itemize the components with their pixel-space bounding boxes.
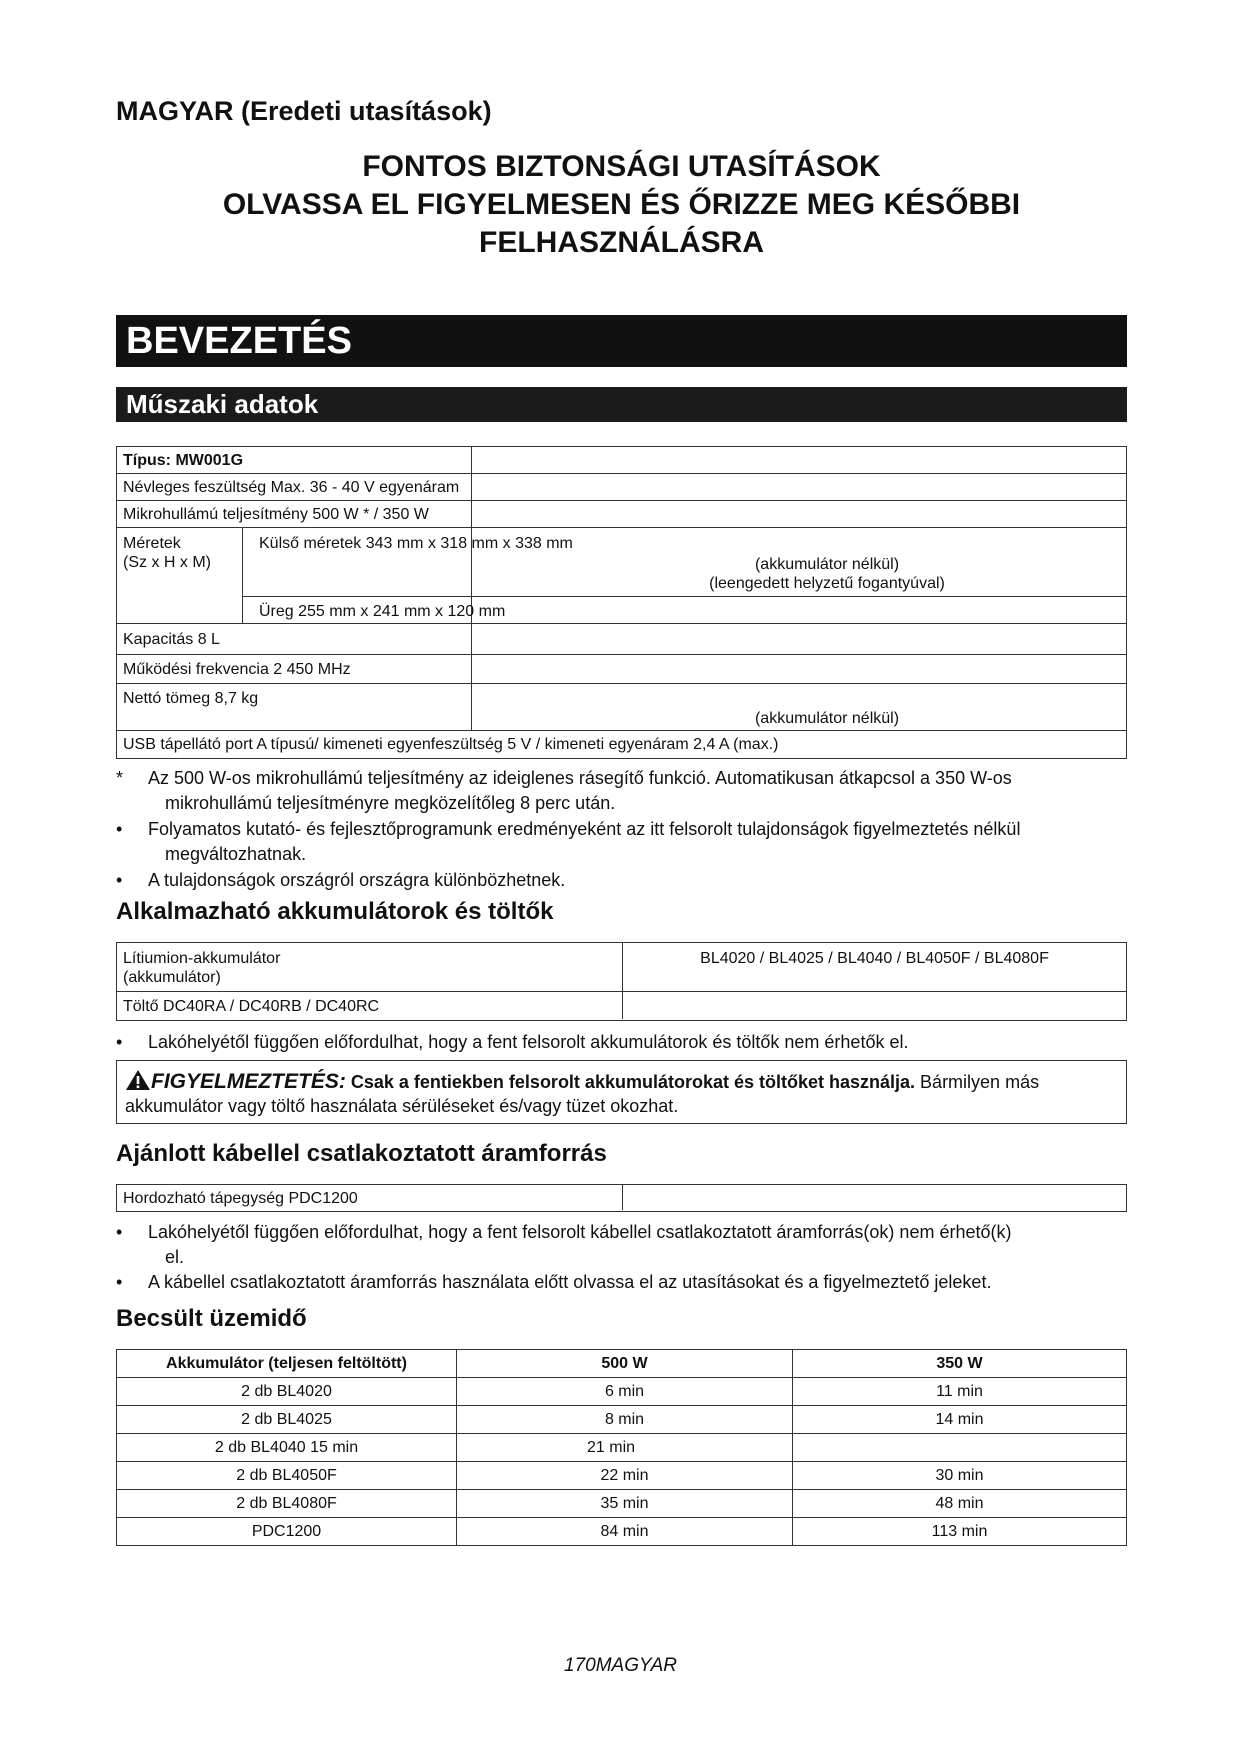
star-note-line-1: Az 500 W-os mikrohullámú teljesítmény az ideiglenes rásegítő funkció. Automatikusan átkapcsol a 350 W-os — [148, 768, 1012, 788]
runtime-cell: 11 min — [936, 1383, 983, 1400]
spec-power: Mikrohullámú teljesítmény 500 W * / 350 W — [123, 506, 429, 523]
power-source-item: Hordozható tápegység PDC1200 — [123, 1190, 358, 1207]
power-source-table — [116, 1184, 1127, 1212]
spec-weight: Nettó tömeg 8,7 kg — [123, 690, 259, 707]
spec-note-2: A tulajdonságok országról országra különbözhetnek. — [148, 870, 566, 890]
power-note-1-line-1: Lakóhelyétől függően előfordulhat, hogy a fent felsorolt kábellel csatlakoztatott áramforrás(ok) nem érhető(k) — [148, 1222, 1012, 1242]
runtime-table — [116, 1349, 1127, 1546]
runtime-header-500w: 500 W — [601, 1355, 648, 1372]
runtime-cell: 2 db BL4020 — [241, 1383, 332, 1400]
runtime-cell: 113 min — [931, 1523, 988, 1540]
spec-voltage: Névleges feszültség Max. 36 - 40 V egyenáram — [123, 479, 460, 496]
star-note-line-2: mikrohullámú teljesítményre megközelítőleg 8 perc után. — [165, 793, 616, 813]
runtime-cell: 8 min — [604, 1411, 645, 1428]
battery-label-1: Lítiumion-akkumulátor — [123, 950, 281, 967]
runtime-cell: 14 min — [935, 1411, 984, 1428]
warning-label: FIGYELMEZTETÉS: — [151, 1070, 346, 1093]
page-footer: 170MAGYAR — [564, 1655, 677, 1676]
batteries-note: Lakóhelyétől függően előfordulhat, hogy a fent felsorolt akkumulátorok és töltők nem érhetők el. — [148, 1032, 909, 1052]
section-subtitle: Műszaki adatok — [116, 387, 1127, 422]
runtime-cell: 2 db BL4050F — [236, 1467, 337, 1484]
spec-usb: USB tápellátó port A típusú/ kimeneti egyenfeszültség 5 V / kimeneti egyenáram 2,4 A (max.) — [123, 736, 779, 753]
spec-note-1-line-1: Folyamatos kutató- és fejlesztőprogramunk eredményeként az itt felsorolt tulajdonságok figyelmeztetés nélkül — [148, 819, 1021, 839]
star-mark: * — [116, 768, 124, 788]
warning-text: Bármilyen más — [920, 1072, 1040, 1092]
spec-cavity: Üreg 255 mm x 241 mm x 120 mm — [259, 603, 506, 620]
runtime-header-350w: 350 W — [936, 1355, 983, 1372]
title-line-1: FONTOS BIZTONSÁGI UTASÍTÁSOK — [362, 150, 881, 183]
spec-outer-note-2: (leengedett helyzetű fogantyúval) — [709, 575, 945, 592]
bullet-mark: • — [116, 1032, 123, 1052]
runtime-cell: 21 min — [587, 1439, 636, 1456]
runtime-cell: 35 min — [600, 1495, 649, 1512]
bullet-mark: • — [116, 870, 123, 890]
spec-outer-note-1: (akkumulátor nélkül) — [754, 556, 900, 573]
runtime-cell: 22 min — [600, 1467, 649, 1484]
runtime-cell: 30 min — [935, 1467, 984, 1484]
spec-dims-label: Méretek — [123, 535, 181, 552]
warning-icon — [125, 1069, 151, 1091]
bullet-mark: • — [116, 1222, 123, 1242]
runtime-cell: 2 db BL4080F — [236, 1495, 337, 1512]
battery-models: BL4020 / BL4025 / BL4040 / BL4050F / BL4080F — [700, 950, 1049, 967]
power-source-heading: Ajánlott kábellel csatlakoztatott áramforrás — [116, 1140, 607, 1167]
title-line-2: OLVASSA EL FIGYELMESEN ÉS ŐRIZZE MEG KÉSŐBBI — [222, 188, 1021, 221]
spec-frequency: Működési frekvencia 2 450 MHz — [123, 661, 351, 678]
power-note-2: A kábellel csatlakoztatott áramforrás használata előtt olvassa el az utasításokat és a figyelmeztető jeleket. — [148, 1272, 992, 1292]
runtime-cell: 84 min — [600, 1523, 649, 1540]
title-line-3: FELHASZNÁLÁSRA — [479, 226, 764, 259]
power-note-1-line-2: el. — [165, 1247, 185, 1267]
spec-capacity: Kapacitás 8 L — [123, 631, 220, 648]
runtime-cell: PDC1200 — [251, 1523, 322, 1540]
spec-dims-axes: (Sz x H x M) — [123, 554, 211, 571]
spec-weight-note: (akkumulátor nélkül) — [754, 710, 900, 727]
runtime-cell: 48 min — [935, 1495, 984, 1512]
batteries-heading: Alkalmazható akkumulátorok és töltők — [116, 898, 554, 925]
battery-label-2: (akkumulátor) — [123, 969, 221, 986]
spec-type: Típus: MW001G — [123, 452, 244, 469]
runtime-cell: 2 db BL4025 — [241, 1411, 332, 1428]
runtime-cell: 2 db BL4040 15 min — [214, 1439, 359, 1456]
runtime-heading: Becsült üzemidő — [116, 1305, 307, 1332]
section-title: BEVEZETÉS — [116, 315, 1127, 367]
language-heading: MAGYAR (Eredeti utasítások) — [116, 96, 492, 126]
spec-note-1-line-2: megváltozhatnak. — [165, 844, 307, 864]
bullet-mark: • — [116, 819, 123, 839]
specs-table — [116, 446, 1127, 759]
warning-box — [116, 1060, 1127, 1124]
spec-outer-dims: Külső méretek 343 mm x 318 mm x 338 mm — [259, 535, 573, 552]
runtime-header-battery: Akkumulátor (teljesen feltöltött) — [166, 1355, 407, 1372]
charger-models: Töltő DC40RA / DC40RB / DC40RC — [123, 998, 380, 1015]
runtime-cell: 6 min — [604, 1383, 645, 1400]
warning-bold-text: Csak a fentiekben felsorolt akkumulátorokat és töltőket használja. — [350, 1072, 916, 1092]
batteries-table — [116, 942, 1127, 1021]
bullet-mark: • — [116, 1272, 123, 1292]
warning-line-2: akkumulátor vagy töltő használata sérüléseket és/vagy tüzet okozhat. — [125, 1096, 679, 1116]
